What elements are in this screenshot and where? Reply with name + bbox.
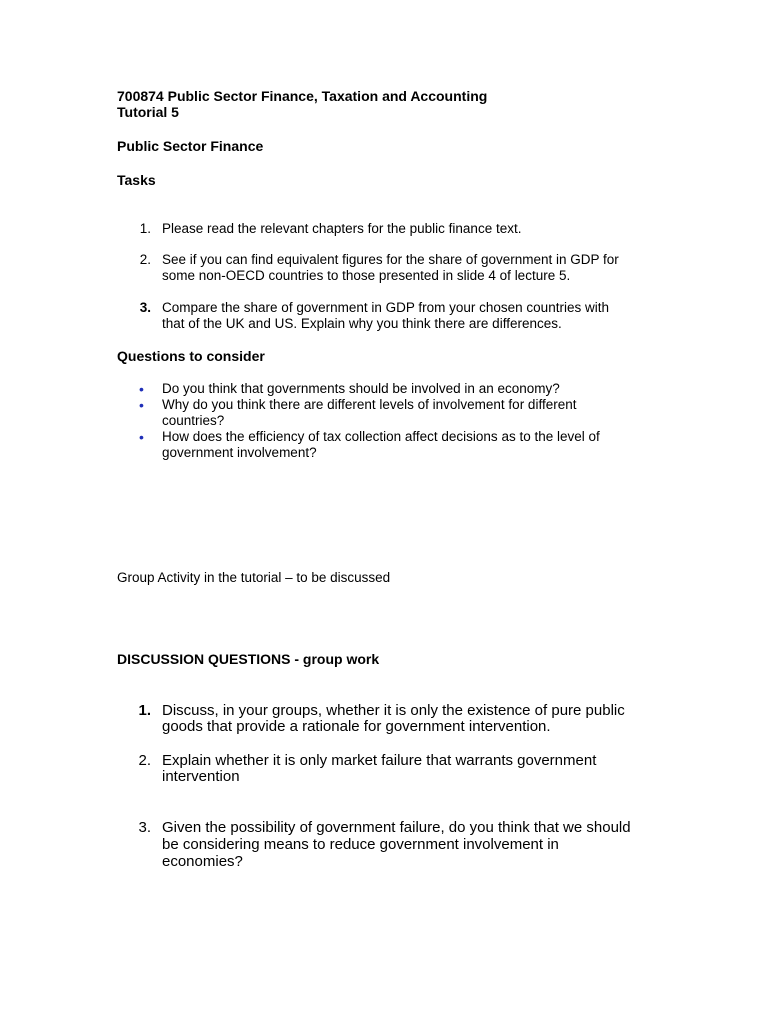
task-text: See if you can find equivalent figures for the share of government in GDP for: [162, 252, 619, 267]
discussion-text: intervention: [162, 768, 240, 785]
discussion-text: Given the possibility of government failure, do you think that we should: [162, 819, 631, 836]
bullet-icon: •: [139, 429, 144, 445]
questions-heading: Questions to consider: [117, 348, 265, 364]
question-text: Why do you think there are different levels of involvement for different: [162, 397, 577, 412]
discussion-text: economies?: [162, 853, 243, 870]
question-text: countries?: [162, 413, 225, 428]
task-number: 2.: [139, 252, 151, 267]
task-text: Please read the relevant chapters for the public finance text.: [162, 221, 522, 236]
discussion-heading: DISCUSSION QUESTIONS - group work: [117, 651, 380, 667]
discussion-text: be considering means to reduce government involvement in: [162, 836, 559, 853]
bullet-icon: •: [139, 381, 144, 397]
section-title: Public Sector Finance: [117, 138, 264, 154]
discussion-text: Discuss, in your groups, whether it is only the existence of pure public: [162, 702, 625, 719]
discussion-number: 3.: [138, 819, 151, 836]
task-number: 1.: [139, 221, 151, 236]
discussion-text: Explain whether it is only market failure that warrants government: [162, 752, 597, 769]
question-text: government involvement?: [162, 445, 317, 460]
discussion-number: 2.: [138, 752, 151, 769]
task-text: some non-OECD countries to those presented in slide 4 of lecture 5.: [162, 268, 571, 283]
tasks-heading: Tasks: [117, 172, 156, 188]
tutorial-label: Tutorial 5: [117, 104, 179, 120]
question-text: How does the efficiency of tax collection affect decisions as to the level of: [162, 429, 600, 444]
course-title: 700874 Public Sector Finance, Taxation and Accounting: [117, 88, 488, 104]
task-text: that of the UK and US. Explain why you think there are differences.: [162, 316, 562, 331]
bullet-icon: •: [139, 397, 144, 413]
task-number: 3.: [139, 300, 151, 315]
group-activity-text: Group Activity in the tutorial – to be discussed: [117, 570, 391, 585]
discussion-number: 1.: [138, 702, 151, 719]
discussion-text: goods that provide a rationale for government intervention.: [162, 718, 551, 735]
task-text: Compare the share of government in GDP from your chosen countries with: [162, 300, 609, 315]
question-text: Do you think that governments should be involved in an economy?: [162, 381, 560, 396]
